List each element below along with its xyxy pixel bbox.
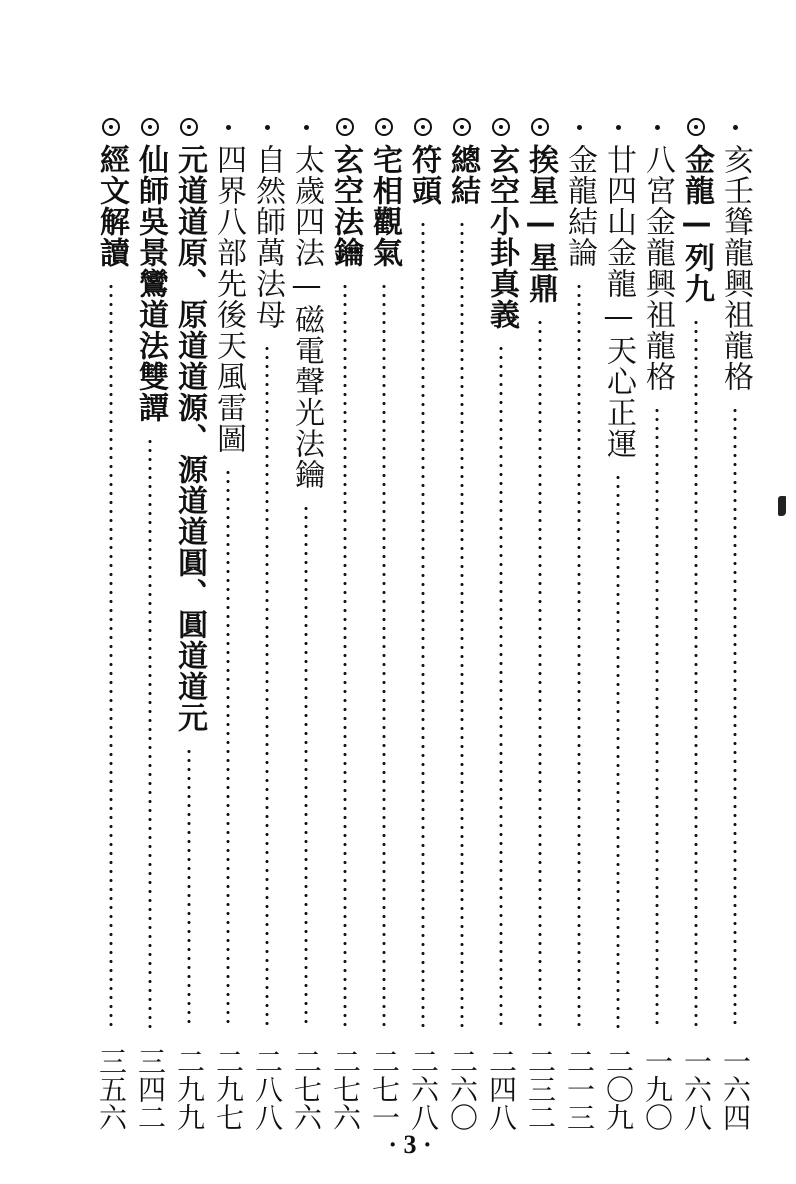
toc-entry-page: 二九七 [212, 1047, 245, 1131]
toc-entry-page: 二七六 [329, 1047, 362, 1131]
circle-bullet-icon [94, 110, 128, 144]
toc-entry-page: 一九〇 [641, 1047, 674, 1131]
dot-leader [226, 468, 230, 1028]
toc-entry-title: 元道道原、原道道源、源道道圓、圓道道元 [172, 144, 207, 733]
toc-entry[interactable] [718, 110, 752, 1140]
toc-entry-page: 二六八 [407, 1047, 440, 1131]
margin-ink-mark [778, 496, 786, 516]
toc-entry-title: 符頭 [406, 144, 441, 206]
toc-entry-page: 一六八 [680, 1047, 713, 1131]
dot-leader [187, 747, 191, 1028]
toc-entry[interactable] [640, 110, 674, 1140]
dot-leader [421, 220, 425, 1028]
toc-entry-page: 二〇九 [602, 1047, 635, 1131]
toc-entry[interactable] [562, 110, 596, 1140]
toc-entry-title: 廿四山金龍—天心正運 [601, 144, 636, 459]
toc-entry[interactable] [211, 110, 245, 1140]
toc-entry-page: 二七一 [368, 1047, 401, 1131]
toc-entry[interactable] [289, 110, 323, 1140]
dot-leader [499, 344, 503, 1028]
dot-leader [343, 282, 347, 1028]
toc-entry[interactable] [523, 110, 557, 1140]
toc-entry-title: 挨星—星鼎 [523, 144, 558, 304]
dot-leader [265, 344, 269, 1028]
toc-entry-title: 宅相觀氣 [367, 144, 402, 268]
toc-entry-page: 二一三 [563, 1047, 596, 1131]
toc-entry-page: 三四二 [134, 1047, 167, 1131]
toc-entry-page: 二三二 [524, 1047, 557, 1131]
toc-entry[interactable] [445, 110, 479, 1140]
toc-entry[interactable] [406, 110, 440, 1140]
toc-entry-page: 二九九 [173, 1047, 206, 1131]
bullet-dot-icon [640, 110, 674, 144]
toc-entry[interactable] [133, 110, 167, 1140]
toc-entry-title: 太歲四法—磁電聲光法鑰 [289, 144, 324, 490]
bullet-dot-icon [250, 110, 284, 144]
dot-leader [148, 437, 152, 1028]
toc-entry-title: 亥壬聳龍興祖龍格 [718, 144, 753, 392]
bullet-dot-icon [718, 110, 752, 144]
toc-entry-title: 金龍結論 [562, 144, 597, 268]
toc-entry-title: 玄空小卦真義 [484, 144, 519, 330]
dot-leader [109, 282, 113, 1028]
dot-leader [616, 473, 620, 1028]
toc-entry-title: 玄空法鑰 [328, 144, 363, 268]
toc-entry-page: 一六四 [719, 1047, 752, 1131]
toc-entry-title: 金龍—列九 [679, 144, 714, 304]
circle-bullet-icon [367, 110, 401, 144]
dot-leader [694, 318, 698, 1028]
toc-entry-page: 二四八 [485, 1047, 518, 1131]
dot-leader [733, 406, 737, 1028]
toc-entry[interactable] [94, 110, 128, 1140]
circle-bullet-icon [445, 110, 479, 144]
toc-entry-title: 經文解讀 [94, 144, 129, 268]
table-of-contents [92, 110, 752, 1140]
toc-entry[interactable] [172, 110, 206, 1140]
circle-bullet-icon [328, 110, 362, 144]
dot-leader [304, 504, 308, 1028]
toc-entry[interactable] [484, 110, 518, 1140]
toc-entry-title: 八宮金龍興祖龍格 [640, 144, 675, 392]
toc-entry[interactable] [328, 110, 362, 1140]
circle-bullet-icon [172, 110, 206, 144]
dot-leader [655, 406, 659, 1028]
toc-entry-title: 總結 [445, 144, 480, 206]
bullet-dot-icon [289, 110, 323, 144]
toc-entry[interactable] [367, 110, 401, 1140]
toc-entry-title: 仙師吳景鸞道法雙譚 [133, 144, 168, 423]
dot-leader [460, 220, 464, 1028]
circle-bullet-icon [523, 110, 557, 144]
bullet-dot-icon [601, 110, 635, 144]
circle-bullet-icon [133, 110, 167, 144]
toc-entry-page: 三五六 [95, 1047, 128, 1131]
dot-leader [577, 282, 581, 1028]
bullet-dot-icon [562, 110, 596, 144]
toc-entry-title: 自然師萬法母 [250, 144, 285, 330]
circle-bullet-icon [679, 110, 713, 144]
toc-entry[interactable] [601, 110, 635, 1140]
toc-entry-page: 二六〇 [446, 1047, 479, 1131]
toc-entry-page: 二八八 [251, 1047, 284, 1131]
toc-entry[interactable] [250, 110, 284, 1140]
circle-bullet-icon [484, 110, 518, 144]
dot-leader [538, 318, 542, 1028]
toc-entry-page: 二七六 [290, 1047, 323, 1131]
toc-entry[interactable] [679, 110, 713, 1140]
circle-bullet-icon [406, 110, 440, 144]
dot-leader [382, 282, 386, 1028]
bullet-dot-icon [211, 110, 245, 144]
page-number: · 3 · [388, 1130, 432, 1159]
toc-entry-title: 四界八部先後天風雷圖 [211, 144, 246, 454]
